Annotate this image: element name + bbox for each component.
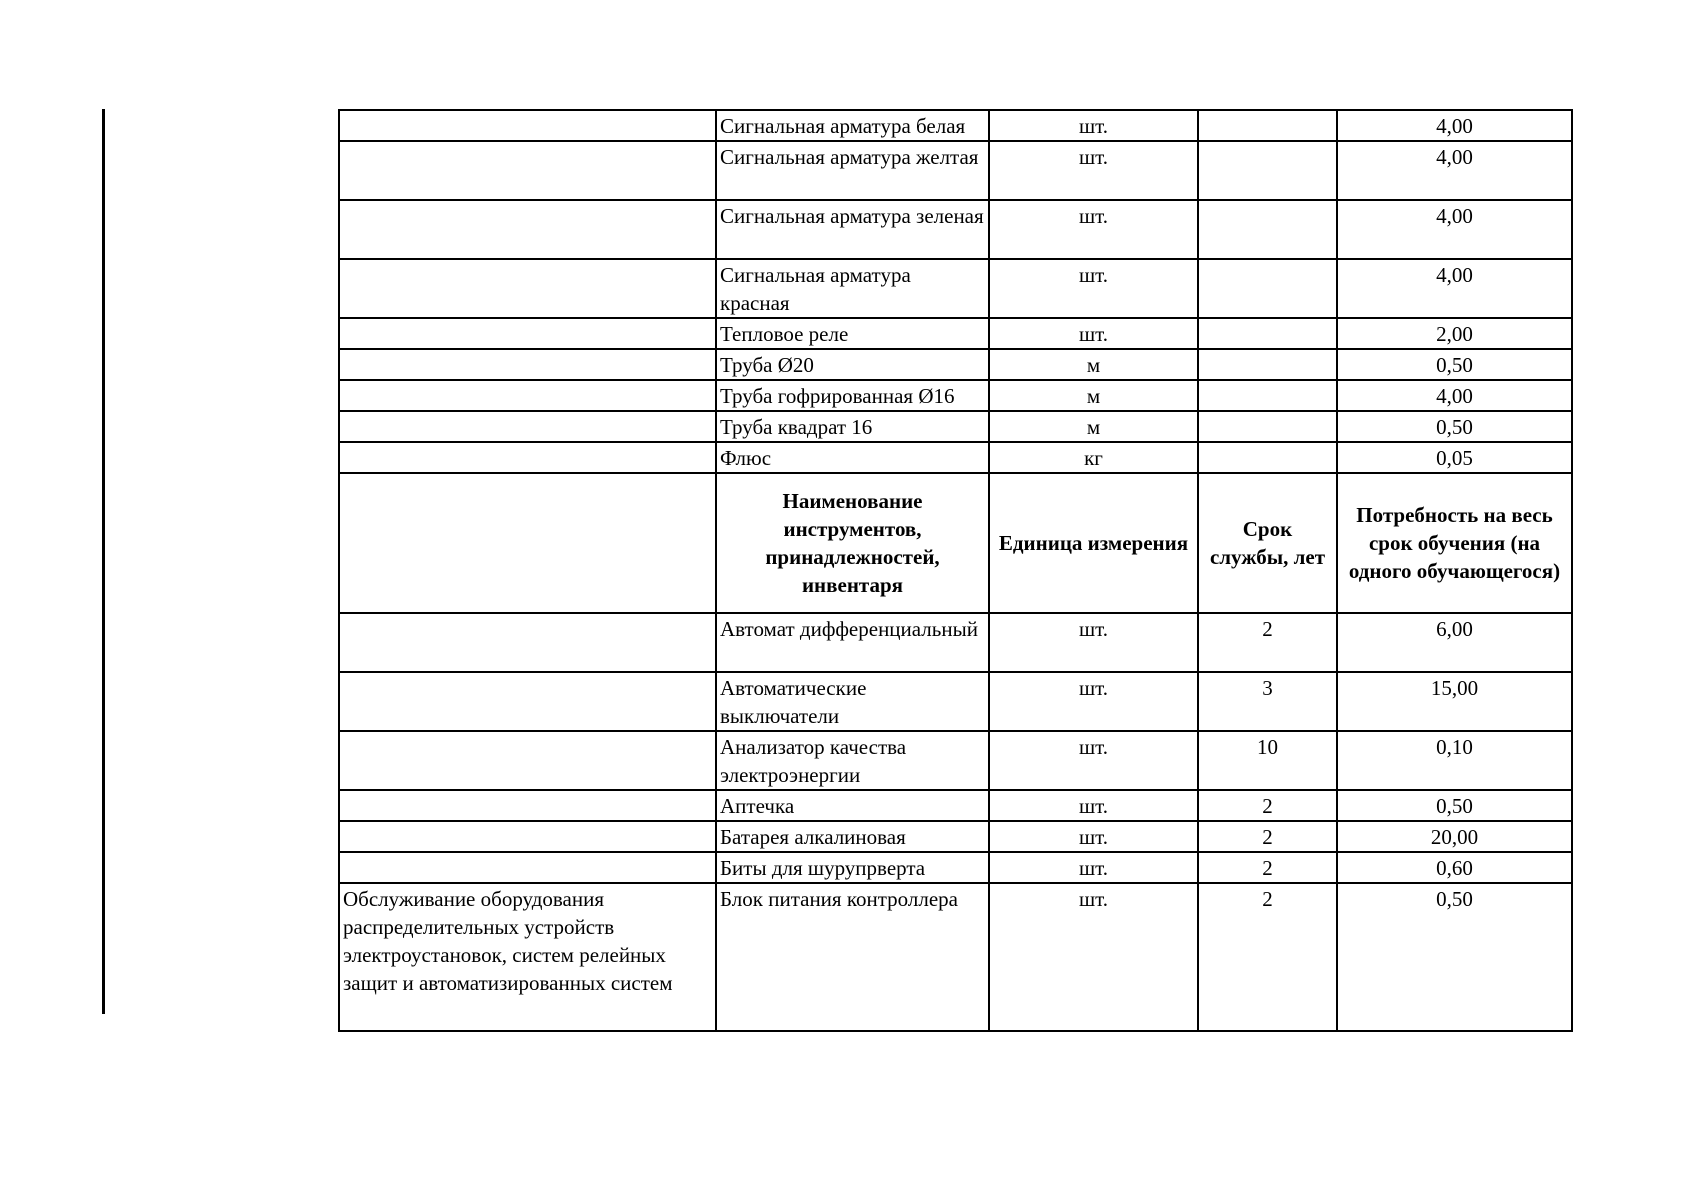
item-name: Анализатор качества электроэнергии (716, 731, 989, 790)
item-unit: кг (989, 442, 1198, 473)
item-name: Автоматические выключатели (716, 672, 989, 731)
table-row (339, 259, 1572, 318)
section-cell (339, 200, 716, 259)
table-row (339, 442, 1572, 473)
section-cell (339, 473, 716, 613)
item-name: Сигнальная арматура зеленая (716, 200, 989, 259)
section-cell (339, 821, 716, 852)
item-life (1198, 380, 1337, 411)
table-row (339, 731, 1572, 790)
item-name: Тепловое реле (716, 318, 989, 349)
item-life: 2 (1198, 821, 1337, 852)
table-row (339, 110, 1572, 141)
item-need: 6,00 (1337, 613, 1572, 672)
item-name: Сигнальная арматура желтая (716, 141, 989, 200)
section-cell (339, 672, 716, 731)
left-margin-line (102, 109, 105, 1014)
item-unit: шт. (989, 141, 1198, 200)
section-cell (339, 411, 716, 442)
section-cell (339, 613, 716, 672)
item-name: Биты для шурупрверта (716, 852, 989, 883)
header-name: Наименование инструментов, принадлежностей, инвентаря (716, 473, 989, 613)
item-need: 4,00 (1337, 141, 1572, 200)
tools-header-row (339, 473, 1572, 613)
item-need: 4,00 (1337, 110, 1572, 141)
item-need: 0,10 (1337, 731, 1572, 790)
item-need: 0,50 (1337, 790, 1572, 821)
item-life (1198, 200, 1337, 259)
section-cell (339, 349, 716, 380)
item-name: Автомат дифференциальный (716, 613, 989, 672)
item-unit: шт. (989, 110, 1198, 141)
item-unit: шт. (989, 731, 1198, 790)
item-need: 4,00 (1337, 259, 1572, 318)
item-name: Батарея алкалиновая (716, 821, 989, 852)
section-cell (339, 380, 716, 411)
item-name: Блок питания контроллера (716, 883, 989, 1031)
section-cell (339, 442, 716, 473)
section-cell (339, 110, 716, 141)
item-unit: шт. (989, 200, 1198, 259)
item-unit: шт. (989, 318, 1198, 349)
item-unit: шт. (989, 852, 1198, 883)
item-name: Труба гофрированная Ø16 (716, 380, 989, 411)
item-need: 0,05 (1337, 442, 1572, 473)
item-unit: м (989, 349, 1198, 380)
item-life: 10 (1198, 731, 1337, 790)
item-life: 2 (1198, 790, 1337, 821)
section-cell (339, 318, 716, 349)
item-name: Труба Ø20 (716, 349, 989, 380)
table-row (339, 790, 1572, 821)
table-row (339, 821, 1572, 852)
item-unit: м (989, 411, 1198, 442)
item-life (1198, 442, 1337, 473)
table-row (339, 411, 1572, 442)
table-row (339, 318, 1572, 349)
item-need: 2,00 (1337, 318, 1572, 349)
section-cell (339, 731, 716, 790)
header-life: Срок службы, лет (1198, 473, 1337, 613)
item-need: 0,50 (1337, 349, 1572, 380)
item-life (1198, 349, 1337, 380)
header-need: Потребность на весь срок обучения (на одного обучающегося) (1337, 473, 1572, 613)
table-row (339, 613, 1572, 672)
item-unit: шт. (989, 790, 1198, 821)
table-row (339, 380, 1572, 411)
item-life: 2 (1198, 613, 1337, 672)
table-row (339, 349, 1572, 380)
section-cell (339, 852, 716, 883)
header-unit: Единица измерения (989, 473, 1198, 613)
item-life: 2 (1198, 852, 1337, 883)
table-row (339, 672, 1572, 731)
item-need: 0,60 (1337, 852, 1572, 883)
section-cell (339, 259, 716, 318)
item-name: Сигнальная арматура белая (716, 110, 989, 141)
item-name: Труба квадрат 16 (716, 411, 989, 442)
item-life (1198, 259, 1337, 318)
item-life: 2 (1198, 883, 1337, 1031)
equipment-table (338, 109, 1573, 1032)
item-name: Аптечка (716, 790, 989, 821)
section-cell (339, 790, 716, 821)
item-unit: шт. (989, 259, 1198, 318)
item-life (1198, 110, 1337, 141)
table-row (339, 883, 1572, 1031)
item-name: Флюс (716, 442, 989, 473)
item-unit: шт. (989, 672, 1198, 731)
item-unit: шт. (989, 613, 1198, 672)
item-life (1198, 141, 1337, 200)
section-cell (339, 141, 716, 200)
item-life: 3 (1198, 672, 1337, 731)
item-need: 15,00 (1337, 672, 1572, 731)
item-life (1198, 411, 1337, 442)
item-unit: шт. (989, 821, 1198, 852)
item-life (1198, 318, 1337, 349)
item-need: 0,50 (1337, 883, 1572, 1031)
section-title: Обслуживание оборудования распределительных устройств электроустановок, систем релейных защит и автоматизированных систем (339, 883, 716, 1031)
item-need: 4,00 (1337, 200, 1572, 259)
item-unit: шт. (989, 883, 1198, 1031)
table-row (339, 141, 1572, 200)
item-unit: м (989, 380, 1198, 411)
item-need: 4,00 (1337, 380, 1572, 411)
table-row (339, 200, 1572, 259)
item-need: 0,50 (1337, 411, 1572, 442)
item-need: 20,00 (1337, 821, 1572, 852)
item-name: Сигнальная арматура красная (716, 259, 989, 318)
table-row (339, 852, 1572, 883)
